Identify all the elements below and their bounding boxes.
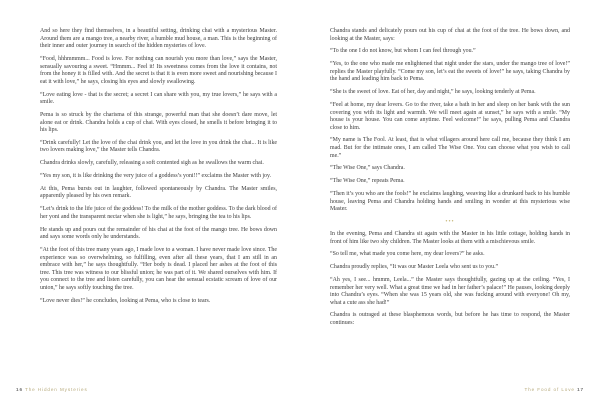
paragraph: “The Wise One,” says Chandra.	[330, 165, 405, 172]
paragraph: “Food, hhhmmmm... Food is love. For nothing can nourish you more than love,” says the Master, sensually savouring a sweet. “Hmmm... Feel it! Its sweetness comes from the love it contains, not from the honey it is filled with. And the secret is that it is even more sweet and nourishing because I eat it with love,” he says, closing his eyes and slowly swallowing.	[40, 55, 277, 85]
paragraph: Chandra drinks slowly, carefully, releasing a soft contented sigh as he swallows the warm chai.	[40, 160, 264, 167]
paragraph: Chandra proudly replies, “It was our Master Leela who sent us to you.”	[330, 264, 499, 271]
paragraph: “The Wise One,” repeats Pema.	[330, 178, 405, 185]
paragraph: “She is the sweet of love. Eat of her, day and night,” he says, looking tenderly at Pema.	[330, 89, 536, 96]
section-break-ornament: •••	[445, 218, 455, 225]
right-page-footer	[524, 387, 584, 392]
running-title: The Hidden Mysteries	[25, 387, 88, 392]
right-page-body	[330, 28, 570, 333]
left-page-body	[40, 28, 277, 310]
paragraph: He stands up and pours out the remainder of his chai at the foot of the mango tree. He bows down and says some words only he understands.	[40, 226, 277, 241]
paragraph: “To the one I do not know, but whom I can feel through you.”	[330, 48, 476, 55]
paragraph: “Ah yes, I see... hmmm, Leela...” the Master says thoughtfully, gazing up at the ceiling. “Yes, I remember her very well. What a great time we had in her father’s palace!” He pauses, looking deeply into Chandra’s eyes. “When she was 15 years old, she was fucking around with everyone! Oh my, what a cute ass she had!”	[330, 276, 570, 306]
page-number: 16	[16, 387, 23, 392]
paragraph: “Yes, to the one who made me enlightened that night under the stars, under the mango tree of love!” replies the Master playfully. “Come my son, let’s eat the sweets of love!” he says, taking Chandra by the hand and leading him back to Pema.	[330, 61, 570, 83]
left-page-footer	[16, 387, 88, 392]
paragraph: Pema is so struck by the charisma of this strange, powerful man that she doesn’t dare move, let alone eat or drink. Chandra holds a cup of chai. With eyes closed, he smells it before bringing it to his lips.	[40, 111, 277, 134]
paragraph: In the evening, Pema and Chandra sit again with the Master in his little cottage, holding hands in front of him like two shy children. The Master looks at them with a mischievous smile.	[330, 230, 570, 245]
paragraph: Chandra is outraged at these blasphemous words, but before he has time to respond, the Master continues:	[330, 312, 570, 327]
paragraph: “Love never dies!” he concludes, looking at Pema, who is close to tears.	[40, 297, 211, 304]
paragraph: Chandra stands and delicately pours out his cup of chai at the foot of the tree. He bows down, and looking at the Master, says:	[330, 28, 570, 42]
page-number: 17	[577, 387, 584, 392]
paragraph: “Yes my son, it is like drinking the very juice of a goddess’s yoni!!” exclaims the Master with joy.	[40, 173, 272, 180]
paragraph: “At the foot of this tree many years ago, I made love to a woman. I have never made love since. The experience was so overwhelming, so fulfilling, even after all these years, that I am still in an embrace with her,” he says thoughtfully. “Her body is dead. I placed her ashes at the foot of this tree. This tree was witness to our blissful union; he was part of it. We shared ourselves with him. If you connect to the tree and listen carefully, you can hear the sensual ecstatic scream of love of our union,” he says softly touching the tree.	[40, 246, 277, 291]
right-page	[300, 0, 600, 400]
paragraph: At this, Pema bursts out in laughter, followed spontaneously by Chandra. The Master smiles, apparently pleased by his own remark.	[40, 185, 277, 200]
paragraph: “Let’s drink to the life juice of the goddess! To the milk of the mother goddess. To the dark blood of her yoni and the transparent nectar when she is light,” he says, bringing the tea to his lips.	[40, 206, 277, 220]
paragraph: “My name is The Fool. At least, that is what villagers around here call me, because they think I am mad. But for the intimate ones, I am called The Wise One. You can choose what you wish to call me.”	[330, 137, 570, 159]
running-title: The Food of Love	[524, 387, 575, 392]
paragraph: “Drink carefully! Let the love of the chai drink you, and let the love in you drink the chai... It is like two lovers making love,” the Master tells Chandra.	[40, 139, 277, 154]
paragraph: “Feel at home, my dear lovers. Go to the river, take a bath in her and sleep on her bank with the sun covering you with its light and warmth. We will meet again at sunset,” he says with a smile. “My house is your house. You can come anytime. Feel welcome!” he says, pulling Pema and Chandra close to him.	[330, 101, 570, 131]
paragraph: “Then it’s you who are the fools!” he exclaims laughing, weaving like a drunkard back to his humble house, leaving Pema and Chandra holding hands and smiling in wonder at this mysterious wise Master.	[330, 191, 570, 213]
paragraph: And so here they find themselves, in a beautiful setting, drinking chai with a mysterious Master. Around them are a mango tree, a nearby river, a humble mud house, a man. This is the beginning of their inner and outer journey in search of the hidden mysteries of love.	[40, 28, 277, 50]
paragraph: “So tell me, what made you come here, my dear lovers?” he asks.	[330, 251, 485, 258]
paragraph: “Love eating love - that is the secret; a secret I can share with you, my true lovers,” he says with a smile.	[40, 91, 277, 106]
